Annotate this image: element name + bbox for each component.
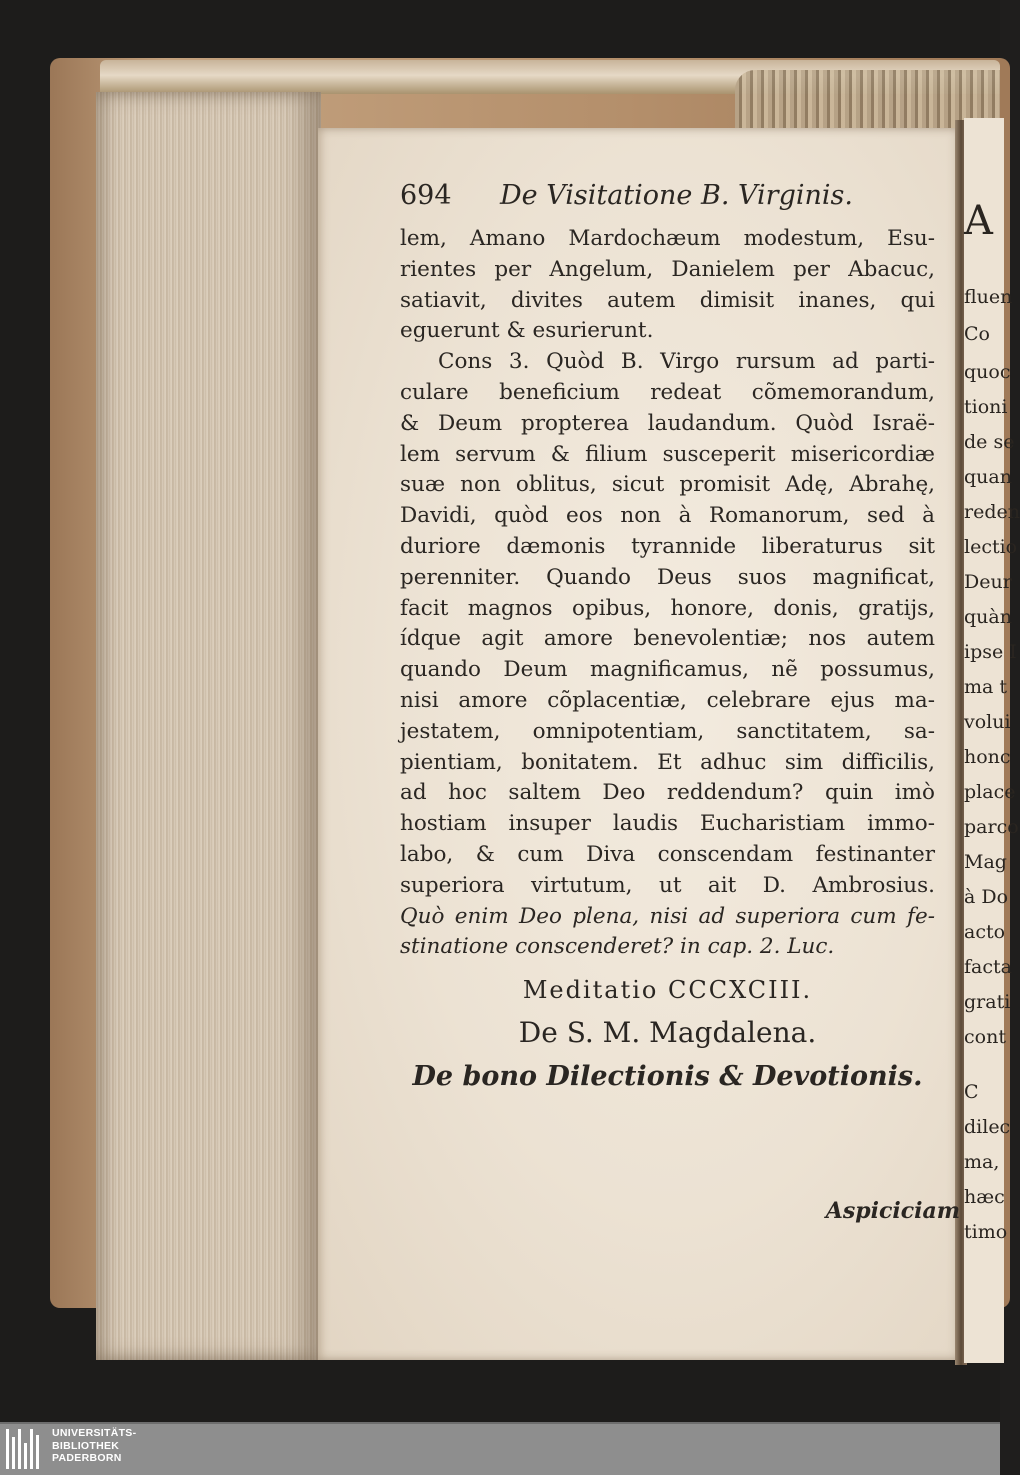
right-page-fragment: quàn — [964, 606, 1012, 628]
text-line: eguerunt & esurierunt. — [400, 318, 654, 344]
right-page-fragment: à Do — [964, 886, 1009, 908]
right-page-fragment: facta — [964, 956, 1012, 978]
text-line: labo, & cum Diva conscendam festinanter — [400, 841, 935, 867]
right-page-fragment: Mag — [964, 851, 1007, 873]
right-page-fragment: Deur — [964, 571, 1012, 593]
text-line: Cons 3. Quòd B. Virgo rursum ad parti- — [438, 349, 935, 375]
text-line: quando Deum magnificamus, nẽ possumus, — [400, 657, 935, 683]
logo-line: BIBLIOTHEK — [52, 1439, 120, 1452]
right-page-fragment: ma, — [964, 1151, 1000, 1173]
text-line: satiavit, divites autem dimisit inanes, qui — [400, 287, 935, 313]
footer-bar — [0, 1422, 1000, 1475]
right-page-fragment: tioni — [964, 396, 1008, 418]
right-page-fragment: grati — [964, 991, 1011, 1013]
text-line: facit magnos opibus, honore, donis, gratijs, — [400, 595, 935, 621]
meditation-title: Meditatio CCCXCIII. — [522, 976, 813, 1005]
text-line: nisi amore cõplacentiæ, celebrare ejus ma- — [400, 687, 935, 713]
text-line: perenniter. Quando Deus suos magnificat, — [400, 564, 935, 590]
running-head-title: De Visitatione B. Virginis. — [500, 180, 853, 211]
text-line: stinatione conscenderet? in cap. 2. Luc. — [400, 934, 835, 960]
library-bars-logo-icon — [6, 1429, 48, 1469]
right-page-fragment: parco — [964, 816, 1019, 838]
text-line: hostiam insuper laudis Eucharistiam immo- — [400, 811, 935, 837]
text-line: culare beneficium redeat cõmemorandum, — [400, 379, 935, 405]
logo-line: PADERBORN — [52, 1452, 122, 1464]
library-logo-text — [52, 1427, 136, 1465]
right-page-fragment: place — [964, 781, 1016, 803]
text-line: Davidi, quòd eos non à Romanorum, sed à — [400, 503, 935, 529]
right-page-fragment: hæc — [964, 1186, 1005, 1208]
logo-line: UNIVERSITÄTS- — [52, 1427, 137, 1439]
running-header — [400, 180, 935, 224]
right-page-fragment: A — [964, 198, 993, 244]
right-page-fragment: honc — [964, 746, 1011, 768]
text-line: Quò enim Deo plena, nisi ad superiora cum fe- — [400, 903, 935, 929]
right-page-fragment: fluen — [964, 286, 1013, 308]
text-line: & Deum propterea laudandum. Quòd Israë- — [400, 410, 935, 436]
text-line: ídque agit amore benevolentiæ; nos autem — [400, 626, 935, 652]
right-page — [964, 118, 1020, 1363]
text-line: rientes per Angelum, Danielem per Abacuc, — [400, 256, 935, 282]
text-line: pientiam, bonitatem. Et adhuc sim difficilis, — [400, 749, 935, 775]
right-page-fragment: de se — [964, 431, 1015, 453]
text-line: duriore dæmonis tyrannide liberaturus sit — [400, 533, 935, 559]
right-page-fragment: reden — [964, 501, 1020, 523]
right-page-fragment: ma t — [964, 676, 1008, 698]
text-line: suæ non oblitus, sicut promisit Adę, Abrahę, — [400, 472, 935, 498]
page-text-block — [400, 180, 935, 1099]
page-edges — [96, 92, 321, 1360]
right-page-fragment: ipse I — [964, 641, 1017, 663]
page-number: 694 — [400, 180, 452, 211]
text-line: lem servum & filium susceperit misericordiæ — [400, 441, 935, 467]
right-page-fragment: dilec — [964, 1116, 1011, 1138]
meditation-subtitle: De S. M. Magdalena. — [518, 1016, 817, 1050]
text-line: lem, Amano Mardochæum modestum, Esu- — [400, 226, 935, 251]
right-page-fragment: C — [964, 1081, 979, 1103]
right-page-fragment: quoc — [964, 361, 1011, 383]
right-page-fragment: quan — [964, 466, 1012, 488]
right-page-fragment: Co — [964, 323, 990, 345]
body-text — [400, 224, 935, 963]
right-page-fragment: acto — [964, 921, 1006, 943]
right-page-fragment: timo — [964, 1221, 1008, 1243]
right-page-fragment: volui — [964, 711, 1011, 733]
meditation-subtitle-2: De bono Dilectionis & Devotionis. — [412, 1061, 923, 1093]
text-line: ad hoc saltem Deo reddendum? quin imò — [400, 780, 935, 806]
right-page-fragment: cont — [964, 1026, 1006, 1048]
right-page-fragment: lectio — [964, 536, 1018, 558]
text-line: jestatem, omnipotentiam, sanctitatem, sa- — [400, 718, 935, 744]
text-line: superiora virtutum, ut ait D. Ambrosius. — [400, 872, 935, 898]
catchword: Aspiciciam — [825, 1198, 960, 1224]
